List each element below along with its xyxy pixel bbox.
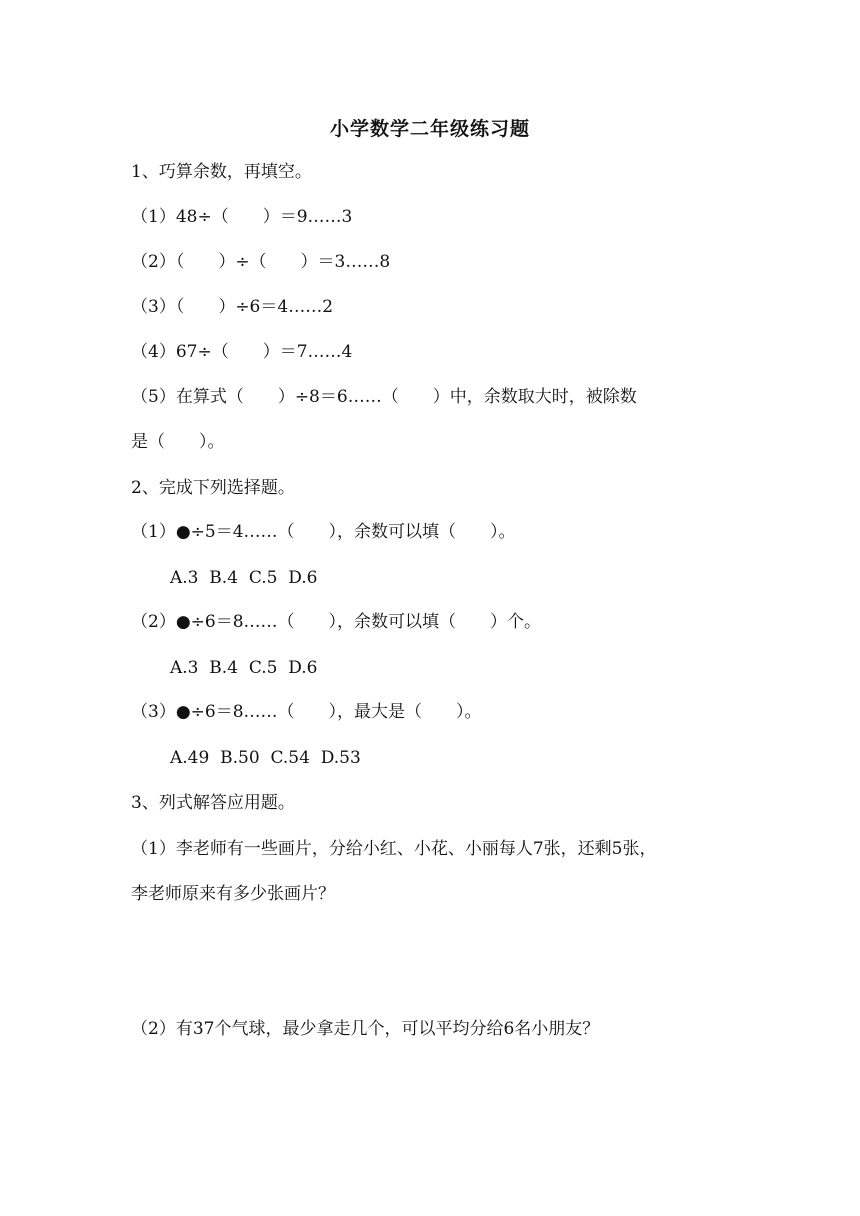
question-2-3-options: A.49 B.50 C.54 D.53	[170, 748, 361, 768]
question-1-5-line-2: 是（ ）。	[131, 432, 225, 452]
page-title: 小学数学二年级练习题	[329, 118, 530, 140]
section-1-heading: 1、巧算余数，再填空。	[131, 162, 312, 182]
question-1-4: （4）67÷（ ）＝7……4	[131, 342, 353, 362]
question-1-2: （2）（ ）÷（ ）＝3……8	[131, 252, 391, 272]
question-2-2-options: A.3 B.4 C.5 D.6	[170, 658, 318, 678]
question-2-1: （1）●÷5＝4……（ ），余数可以填（ ）。	[131, 522, 516, 542]
section-3-heading: 3、列式解答应用题。	[131, 793, 295, 813]
question-1-5-line-1: （5）在算式（ ）÷8＝6……（ ）中，余数取大时，被除数	[131, 387, 637, 407]
question-3-1-line-2: 李老师原来有多少张画片？	[131, 884, 335, 904]
section-2-heading: 2、完成下列选择题。	[131, 478, 295, 498]
question-1-1: （1）48÷（ ）＝9……3	[131, 207, 353, 227]
question-3-1-line-1: （1）李老师有一些画片，分给小红、小花、小丽每人7张，还剩5张，	[131, 839, 657, 859]
question-2-3: （3）●÷6＝8……（ ），最大是（ ）。	[131, 702, 482, 722]
question-1-3: （3）（ ）÷6＝4……2	[131, 297, 334, 317]
question-2-2: （2）●÷6＝8……（ ），余数可以填（ ）个。	[131, 612, 542, 632]
question-2-1-options: A.3 B.4 C.5 D.6	[170, 568, 318, 588]
question-3-2: （2）有37个气球，最少拿走几个，可以平均分给6名小朋友？	[131, 1019, 600, 1039]
